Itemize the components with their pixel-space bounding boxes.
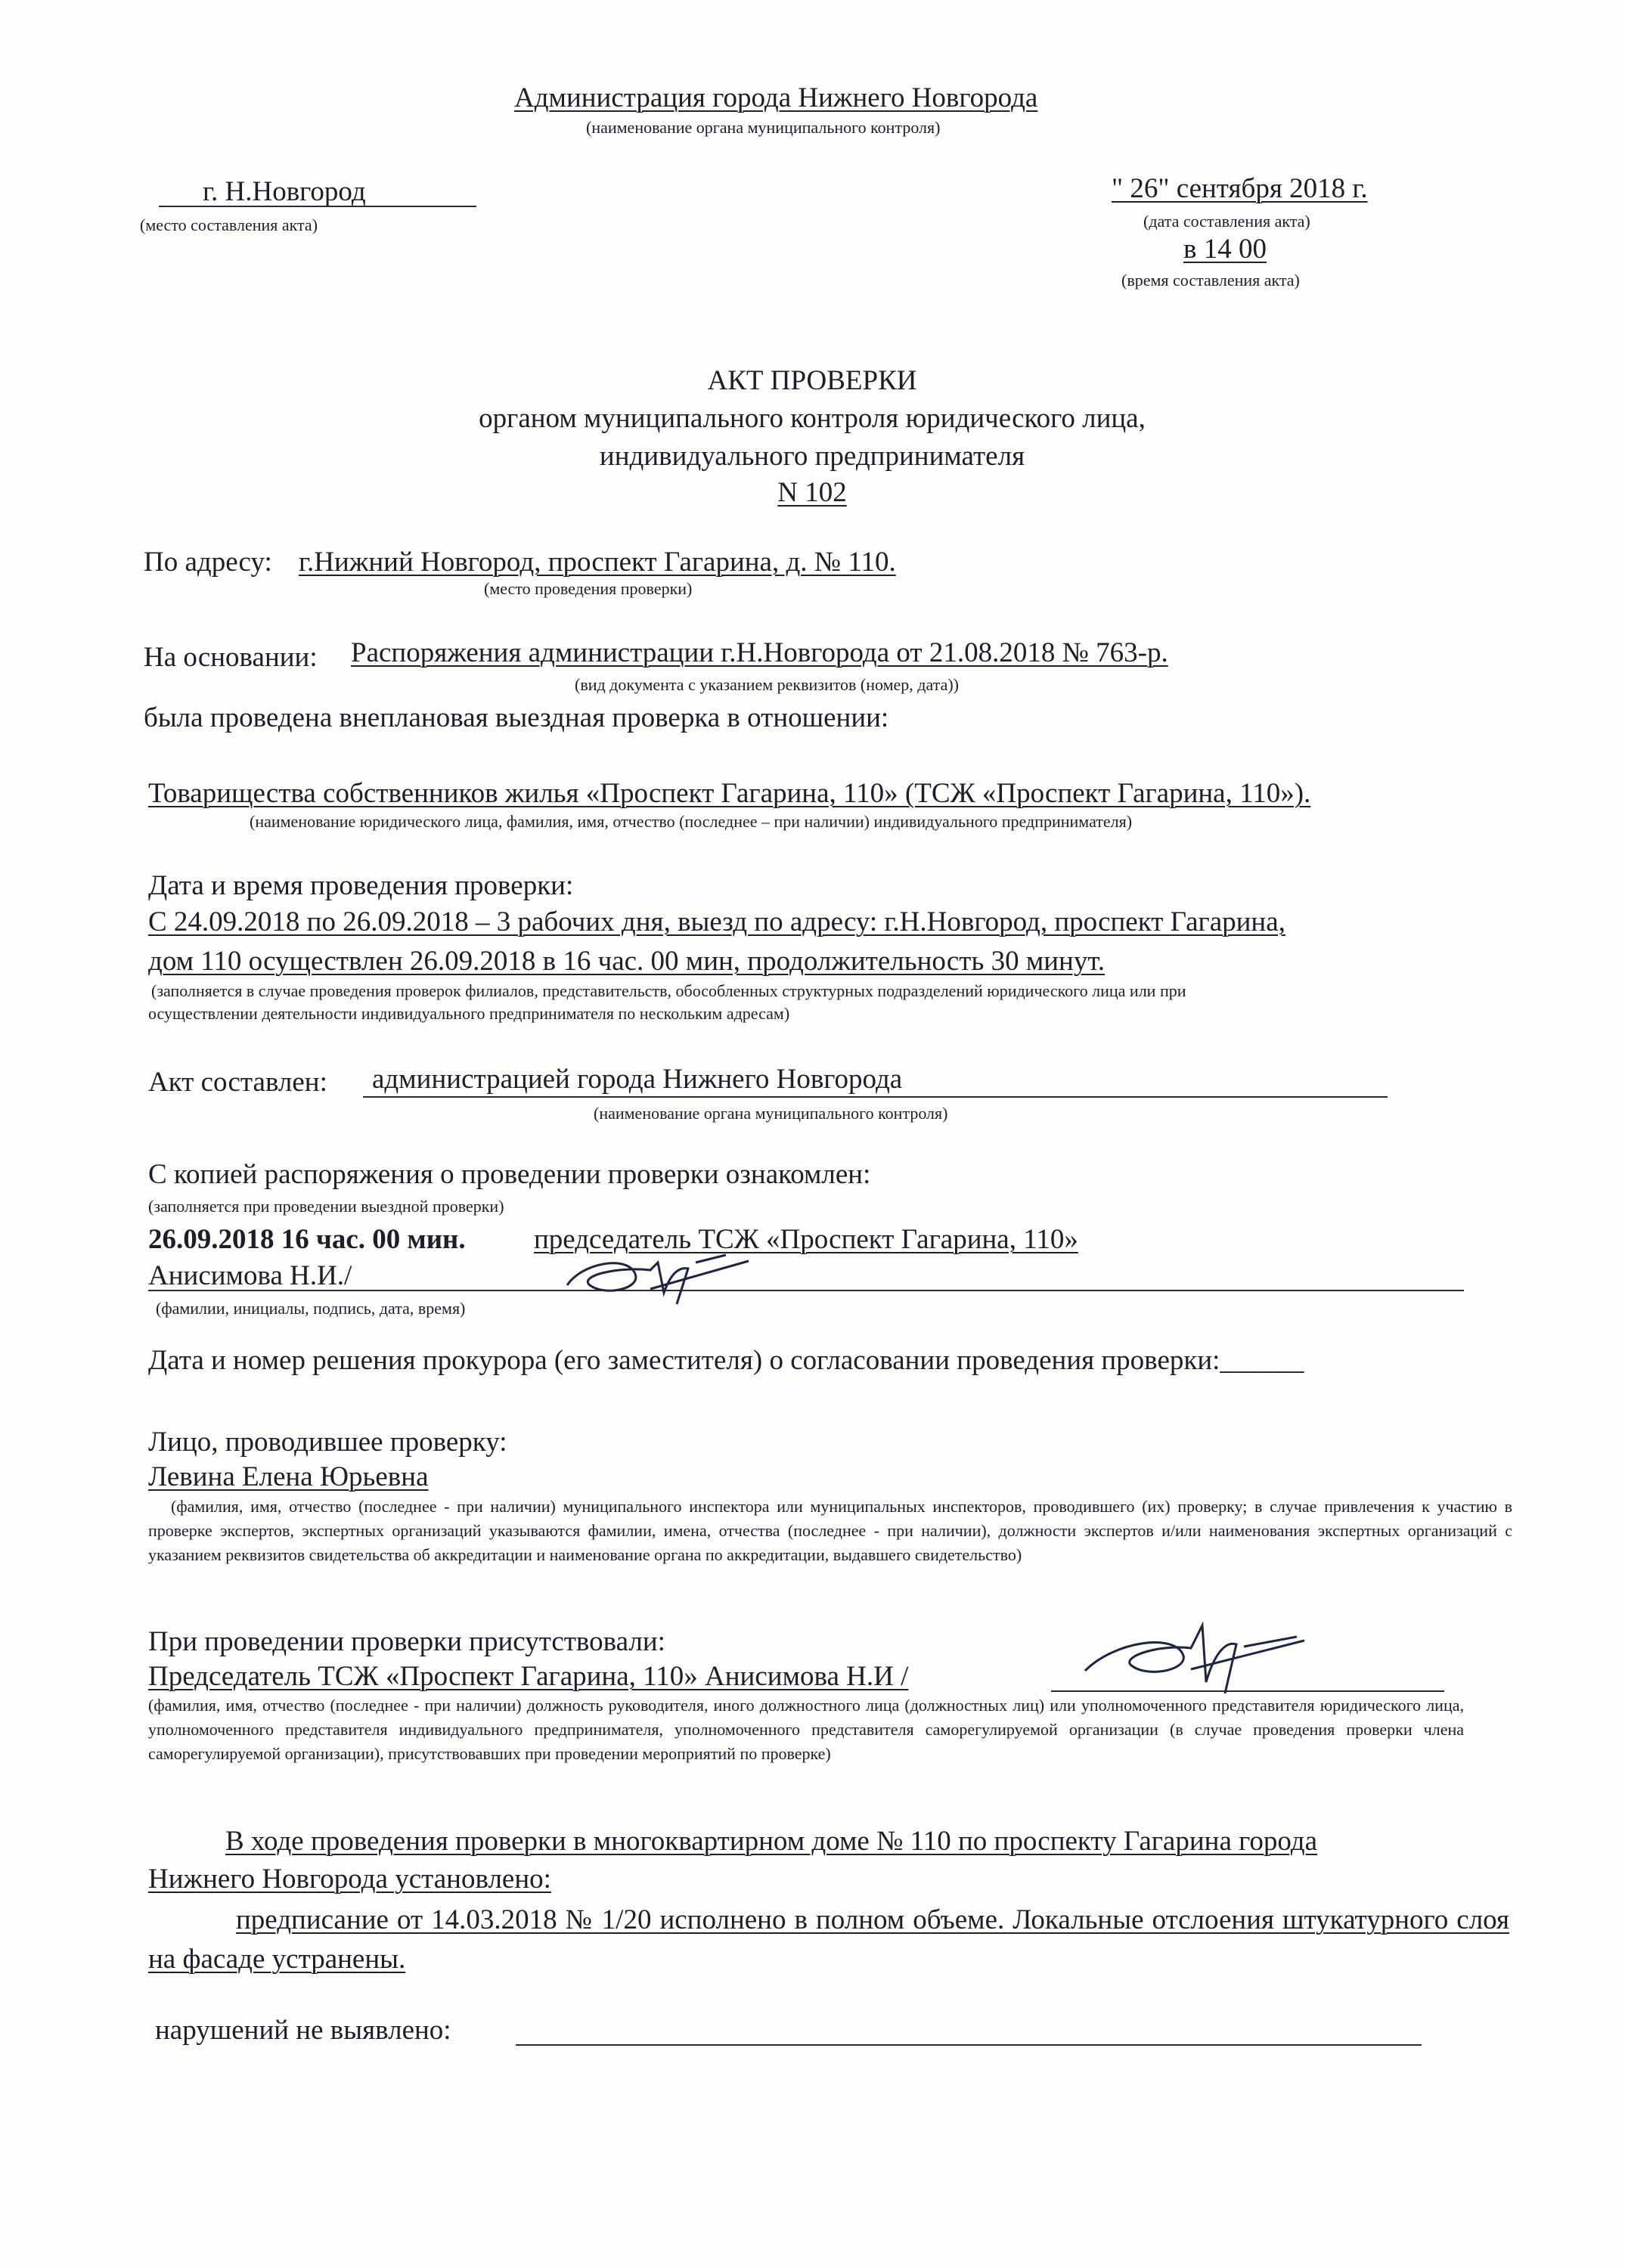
address-value: г.Нижний Новгород, проспект Гагарина, д. № 110. — [299, 547, 896, 578]
act-date: " 26" сентября 2018 г. — [1112, 173, 1368, 204]
composed-value: администрацией города Нижнего Новгорода — [372, 1064, 903, 1095]
prosecutor-label: Дата и номер решения прокурора (его заместителя) о согласовании проведения проверки:______ — [148, 1345, 1304, 1376]
signature-image-2 — [1070, 1610, 1320, 1701]
copy-when: 26.09.2018 16 час. 00 мин. — [148, 1224, 466, 1255]
findings-paragraph: предписание от 14.03.2018 № 1/20 исполнено в полном объеме. Локальные отслоения штукатурного слоя на фасаде устранены. — [148, 1904, 1509, 1975]
organ-caption: (наименование органа муниципального контроля) — [586, 118, 941, 137]
inspector-name: Левина Елена Юрьевна — [148, 1461, 429, 1492]
place: г. Н.Новгород — [203, 176, 366, 207]
composed-label: Акт составлен: — [148, 1067, 327, 1098]
act-number: N 102 — [777, 477, 847, 508]
subject-value: Товарищества собственников жилья «Проспект Гагарина, 110» (ТСЖ «Проспект Гагарина, 110»). — [148, 778, 1311, 809]
title-line3: индивидуального предпринимателя — [599, 441, 1025, 472]
present-label: При проведении проверки присутствовали: — [148, 1626, 665, 1657]
violations-label: нарушений не выявлено: — [155, 2015, 451, 2046]
organ-name: Администрация города Нижнего Новгорода — [514, 82, 1038, 113]
title-line2: органом муниципального контроля юридического лица, — [479, 403, 1146, 434]
act-time: в 14 00 — [1183, 234, 1267, 265]
copy-underline — [148, 1290, 1464, 1291]
copy-caption2: (фамилии, инициалы, подпись, дата, время) — [156, 1299, 466, 1318]
time-caption: (время составления акта) — [1121, 271, 1300, 290]
address-label: По адресу: — [144, 547, 272, 578]
subject-caption: (наименование юридического лица, фамилия, имя, отчество (последнее – при наличии) индивидуального предпринимателя) — [250, 812, 1133, 831]
date-caption: (дата составления акта) — [1143, 212, 1310, 231]
basis-label: На основании: — [144, 642, 318, 673]
present-caption: (фамилия, имя, отчество (последнее - при наличии) должность руководителя, иного должностного лица (должностных лиц) или уполномоченного представителя юридического лица, уполномоченного представителя индивидуального предпринимателя, уполномоченного представителя саморегулируемой организации (в случае проведения проверки члена саморегулируемой организации), присутствовавших при проведении мероприятий по проверке) — [148, 1696, 1464, 1763]
basis-caption: (вид документа с указанием реквизитов (номер, дата)) — [575, 675, 959, 694]
violations-underline — [516, 2044, 1422, 2046]
datetime-line2: дом 110 осуществлен 26.09.2018 в 16 час. 00 мин, продолжительность 30 минут. — [148, 946, 1105, 977]
datetime-caption1: (заполняется в случае проведения проверок филиалов, представительств, обособленных структурных подразделений юридического лица или при — [151, 981, 1186, 1000]
address-caption: (место проведения проверки) — [484, 579, 693, 598]
conducted-text: была проведена внеплановая выездная проверка в отношении: — [144, 702, 889, 733]
composed-caption: (наименование органа муниципального контроля) — [594, 1104, 948, 1123]
findings-line2: Нижнего Новгорода установлено: — [148, 1864, 551, 1895]
composed-underline — [363, 1096, 1388, 1098]
copy-name: Анисимова Н.И./ — [148, 1260, 352, 1291]
place-underline — [159, 206, 476, 207]
signature-image — [544, 1232, 771, 1323]
datetime-line1: С 24.09.2018 по 26.09.2018 – 3 рабочих дня, выезд по адресу: г.Н.Новгород, проспект Гагарина, — [148, 906, 1285, 937]
inspector-label: Лицо, проводившее проверку: — [148, 1427, 507, 1458]
title-line1: АКТ ПРОВЕРКИ — [707, 365, 917, 396]
findings-line1: В ходе проведения проверки в многоквартирном доме № 110 по проспекту Гагарина города — [225, 1826, 1318, 1857]
basis-value: Распоряжения администрации г.Н.Новгорода от 21.08.2018 № 763-р. — [351, 637, 1168, 668]
copy-caption: (заполняется при проведении выездной проверки) — [148, 1197, 504, 1216]
copy-label: С копией распоряжения о проведении проверки ознакомлен: — [148, 1159, 871, 1190]
datetime-caption2: осуществлении деятельности индивидуального предпринимателя по нескольким адресам) — [148, 1004, 790, 1023]
present-value: Председатель ТСЖ «Проспект Гагарина, 110» Анисимова Н.И / — [148, 1661, 909, 1692]
copy-who: председатель ТСЖ «Проспект Гагарина, 110» — [534, 1224, 1078, 1255]
place-caption: (место составления акта) — [140, 215, 318, 234]
datetime-label: Дата и время проведения проверки: — [148, 870, 574, 901]
inspector-caption: (фамилия, имя, отчество (последнее - при наличии) муниципального инспектора или муниципальных инспекторов, проводившего (их) проверку; в случае привлечения к участию в проверке экспертов, экспертных организаций указываются фамилии, имена, отчества (последнее - при наличии), должности экспертов и/или наименования экспертных организаций с указанием реквизитов свидетельства об аккредитации и наименование органа по аккредитации, выдавшего свидетельство) — [148, 1497, 1512, 1564]
